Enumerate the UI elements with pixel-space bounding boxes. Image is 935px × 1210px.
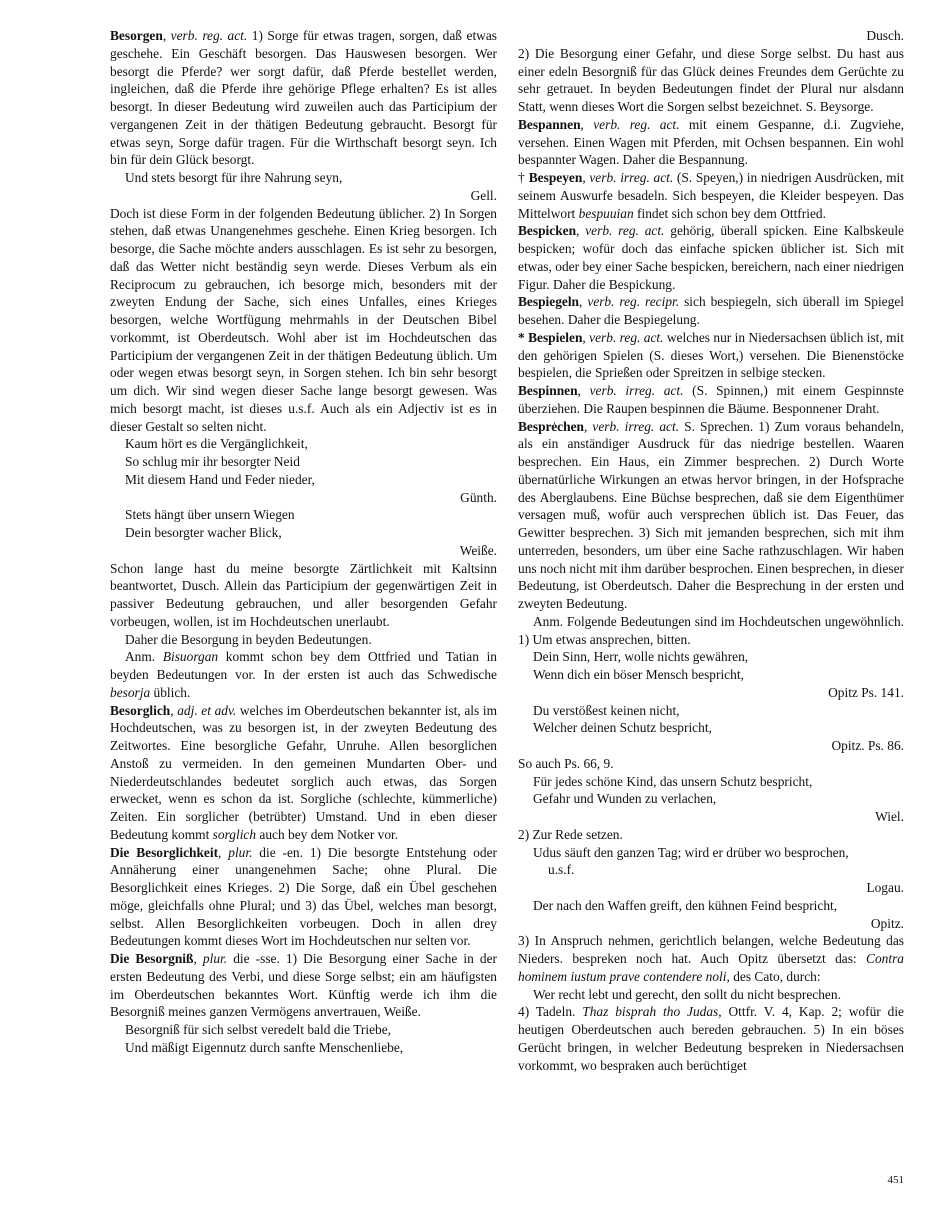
grammar: verb. reg. act. [585,223,665,239]
entry-besorglich: Besorglich, adj. et adv. welches im Oberdeutschen bekannter ist, als im Hochdeutschen, was zu besorgen ist, in der zweyten Bedeutung des Zeitwortes. Eine besorgliche Gefahr, Unruhe. Allen besorglichen Anstoß zu vermeiden. In den gemeinen Mundarten Ober- und Niederdeutschlandes bedeutet sorglich auch etwas, das Sorgen erwecket, wenn es schon da ist. Sorgliche (schlechte, kümmerliche) Zeiten. Ein sorglicher (betrübter) Umstand. Und in eben dieser Bedeutung kommt sorglich auch bey dem Notker vor. [110,702,497,842]
citation: Gell. [470,187,497,203]
verse-line: Wer recht lebt und gerecht, den sollt du nicht besprechen. [533,986,841,1002]
annotation: Anm. Bisuorgan kommt schon bey dem Ottfried und Tatian in beyden Bedeutungen vor. In der ersten ist auch das Schwedische besorja üblich. [110,649,497,700]
entry-besorgen: Besorgen, verb. reg. act. 1) Sorge für etwas tragen, sorgen, daß etwas geschehe. Ein Geschäft besorgen. Das Hauswesen besorgen. Wer besorgt die Pferde? wer sorgt dafür, daß Pferde bestellet werden, ingleichen, daß die Pferde ihre gehörige Pflege erhalten? Es ist alles besorgt. In dieser Bedeutung wird zuweilen auch das Participium der vergangenen Zeit in der thätigen Bedeutung gebraucht. Besorgt für etwas seyn, Sorge dafür tragen. Für die Wirthschaft besorgt seyn. Ich bin für dein Glück besorgt. [110,28,498,168]
verse-line: Dein Sinn, Herr, wolle nichts gewähren, [533,649,749,665]
verse-line: Udus säuft den ganzen Tag; wird er drüber wo besprochen, [533,844,849,860]
grammar: verb. reg. recipr. [587,294,680,310]
verse-line: So schlug mir ihr besorgter Neid [125,454,300,469]
verse-line: Für jedes schöne Kind, das unsern Schutz bespricht, [533,773,813,789]
headword: Besorgen [110,28,163,43]
grammar: verb. reg. act. [170,28,248,43]
headword: Bespeyen [528,170,583,185]
grammar: verb. irreg. act. [589,170,674,185]
citation: Günth. [460,489,497,505]
citation: Opitz. Ps. 86. [831,738,904,753]
paragraph: 2) Die Besorgung einer Gefahr, und diese Sorge selbst. Du hast aus einer edeln Besorgniß für das Glück deines Freundes dem Gerüchte zu sehr getrauet. In beyden Bedeutungen findet der Plural nur alsdann Statt, wenn dieses Wort die Sorgen selbst bezeichnet. S. Beysorge. [518,45,904,114]
verse-line: Gefahr und Wunden zu verlachen, [533,791,717,807]
citation: Dusch. [866,28,904,43]
paragraph: 4) Tadeln. Thaz bisprah tho Judas, Ottfr. V. 4, Kap. 2; wofür die heutigen Oberdeutschen auch bereden gebrauchen. 5) In ein böses Gerücht bringen, in welcher Bedeutung bespreken in Niedersachsen vorkommt, wo bespraken auch berüchtiget [518,1004,904,1073]
paragraph: 3) In Anspruch nehmen, gerichtlich belangen, welche Bedeutung das Nieders. bespreken noch hat. Auch Opitz übersetzt das: Contra hominem iustum prave contendere noli, des Cato, durch: [518,933,904,984]
annotation: Anm. Folgende Bedeutungen sind im Hochdeutschen ungewöhnlich. 1) Um etwas ansprechen, bitten. [518,613,904,647]
paragraph: Doch ist diese Form in der folgenden Bedeutung üblicher. 2) In Sorgen stehen, daß etwas Unangenehmes geschehe. Einen Krieg besorgen. Ich besorge, die Sache möchte anders ausschlagen. Es ist sehr zu besorgen, daß das Wetter nicht beständig seyn werde. Dieses Verbum als ein Reciprocum zu gebrauchen, ich besorge mich, besonders mit der zweyten Endung der Sache, sich eines Unfalles, eines Krieges besorgen, welche Wortfügung mehrmahls in der Deutschen Bibel vorkommt, ist Oberdeutsch. Wohl aber ist im Hochdeutschen das Participium der vergangenen Zeit in der thätigen Bedeutung üblich. Um oder wegen etwas besorgt seyn, in Sorgen stehen. Ich bin sehr besorgt um dich. Wir sind wegen dieser Sache lange besorgt gewesen. Was mich besorgt macht, ist dieses u.s.f. Auch als ein Adjectiv ist es in dieser Gestalt so selten nicht. [110,205,497,434]
entry-bespannen: Bespannen, verb. reg. act. mit einem Gespanne, d.i. Zugviehe, versehen. Einen Wagen mit Pferden, mit Ochsen bespannen. Ein wohl bespannter Wagen. Daher die Bespannung. [518,116,904,168]
verse-line: Kaum hört es die Vergänglichkeit, [125,436,308,452]
citation: Opitz Ps. 141. [828,684,904,700]
headword: Besorglich [110,702,171,718]
definition: 1) Sorge für etwas tragen, sorgen, daß etwas geschehe. Ein Geschäft besorgen. Das Hauswesen besorgen. Wer besorgt die Pferde? wer sorgt dafür, daß Pferde bestellet werden, ingleichen, daß die Pferde ihre gehörige Pflege erhalten? Es ist alles besorgt. In dieser Bedeutung wird zuweilen auch das Participium der vergangenen Zeit in der thätigen Bedeutung gebraucht. Besorgt für etwas seyn, Sorge dafür tragen. Für die Wirthschaft besorgt seyn. Ich bin für dein Glück besorgt. [110,28,498,168]
headword: Bespiegeln [518,294,580,310]
paragraph: Schon lange hast du meine besorgte Zärtlichkeit mit Kaltsinn beantwortet, Dusch. Allein das Participium der gegenwärtigen Zeit in passiver Bedeutung gebrauchen, und aller besorgenden Gefahr vorbeugen, wollen, ist im Hochdeutschen unerlaubt. [110,560,497,629]
verse-line: Stets hängt über unsern Wiegen [125,507,295,523]
citation: Logau. [866,880,904,895]
entry-besorglichkeit: Die Besorglichkeit, plur. die -en. 1) Die besorgte Entstehung oder Annäherung einer unangenehmen Sache; ohne Plural. Die Besorglichkeit eines Krieges. 2) Die Sorge, daß ein Übel geschehen möge, gleichfalls ohne Plural; und 3) das Übel, welches man besorgt, selbst. Allen Besorglichkeiten vorbeugen. Doch in allen drey Bedeutungen kommt dieses Wort im Hochdeutschen nur selten vor. [110,844,497,949]
citation: Wiel. [875,809,904,824]
verse-line: Welcher deinen Schutz bespricht, [533,720,712,736]
headword: Bespre̍chen [518,418,584,434]
paragraph: Daher die Besorgung in beyden Bedeutungen. [125,631,372,647]
entry-besprechen: Bespre̍chen, verb. irreg. act. S. Sprechen. 1) Zum voraus behandeln, als ein anständiger Ausdruck für das niedrige bestellen. Waaren besprechen. Ein Haus, ein Zimmer besprechen. 2) Durch Worte übernatürliche Wirkungen an etwas hervor bringen, in der Hofsprache des Aberglaubens. Eine Büchse besprechen, daß sie dem Eigenthümer versagen muß, wofür auch versprechen üblich ist. Das Feuer, das Gewitter besprechen. 3) Sich mit jemanden besprechen, sich mit ihm unterreden, besonders, um über eine Sache rathzuschlagen. Wir haben uns noch nicht mit ihm darüber besprochen. Einen besprechen, in dieser Bedeutung, ist Oberdeutsch. Daher die Besprechung in der ersten und zweyten Bedeutung. [518,418,904,611]
right-column [518,27,904,1074]
grammar: verb. irreg. act. [589,383,684,398]
entry-bespielen: * Bespielen, verb. reg. act. welches nur in Niedersachsen üblich ist, mit den gehörigen Spielen (S. dieses Wort,) versehen. Die Bienenstöcke bespielen, die Sprießen oder Spreitzen in selbige stecken. [518,329,904,381]
verse-line: Mit diesem Hand und Feder nieder, [125,471,315,487]
page-number: 451 [887,1174,904,1186]
entry-bespicken: Bespicken, verb. reg. act. gehörig, überall spicken. Eine Kalbskeule bespicken; wofür doch das einfache spicken üblicher ist. Sich mit etwas, oder bey einer Sache bespicken, bereichern, nach einer niedrigen Figur. Daher die Bespickung. [518,223,904,292]
verse-line: u.s.f. [548,862,575,878]
verse-line: Dein besorgter wacher Blick, [125,525,282,540]
entry-bespiegeln: Bespiegeln, verb. reg. recipr. sich bespiegeln, sich überall im Spiegel besehen. Daher die Bespiegelung. [518,294,904,327]
grammar: adj. et adv. [177,702,237,718]
headword: Bespicken [518,223,577,239]
verse-line: Der nach den Waffen greift, den kühnen Feind bespricht, [533,897,838,913]
grammar: plur. [228,844,253,860]
verse-line: Besorgniß für sich selbst veredelt bald die Triebe, [125,1022,392,1037]
entry-bespinnen: Bespinnen, verb. irreg. act. (S. Spinnen,) mit einem Gespinnste überziehen. Die Raupen bespinnen die Bäume. Besponnener Draht. [518,383,904,416]
verse-line: Und stets besorgt für ihre Nahrung seyn, [125,170,343,185]
verse-line: Und mäßigt Eigennutz durch sanfte Menschenliebe, [125,1039,404,1055]
grammar: verb. reg. act. [593,116,680,132]
headword: Bespannen [518,116,581,132]
verse-line: Du verstößest keinen nicht, [533,702,680,718]
citation: Weiße. [459,542,497,558]
headword: Bespinnen [518,383,578,398]
verse-line: Wenn dich ein böser Mensch bespricht, [533,667,744,682]
grammar: plur. [202,951,228,966]
left-column [110,27,497,1057]
headword: Die Besorglichkeit [110,844,219,860]
grammar: verb. irreg. act. [592,418,680,434]
grammar: verb. reg. act. [589,329,664,345]
paragraph: So auch Ps. 66, 9. [518,755,614,771]
entry-bespeyen: † Bespeyen, verb. irreg. act. (S. Speyen,) in niedrigen Ausdrücken, mit seinem Auswurfe besadeln. Sich bespeyen, die Kleider bespeyen. Das Mittelwort bespuuian findet sich schon bey dem Ottfried. [518,170,904,221]
headword: Die Besorgniß [110,951,194,966]
headword: Bespielen [528,329,583,345]
paragraph: 2) Zur Rede setzen. [518,826,623,842]
entry-besorgniss: Die Besorgniß, plur. die -sse. 1) Die Besorgung einer Sache in der ersten Bedeutung des Verbi, und diese Sorge selbst; ein am häufigsten im Oberdeutschen bekanntes Wort. Künftig werde ich ihm die Besorgniß meines ganzen Vermögens anvertrauen, Weiße. [110,951,497,1020]
citation: Opitz. [870,915,904,931]
